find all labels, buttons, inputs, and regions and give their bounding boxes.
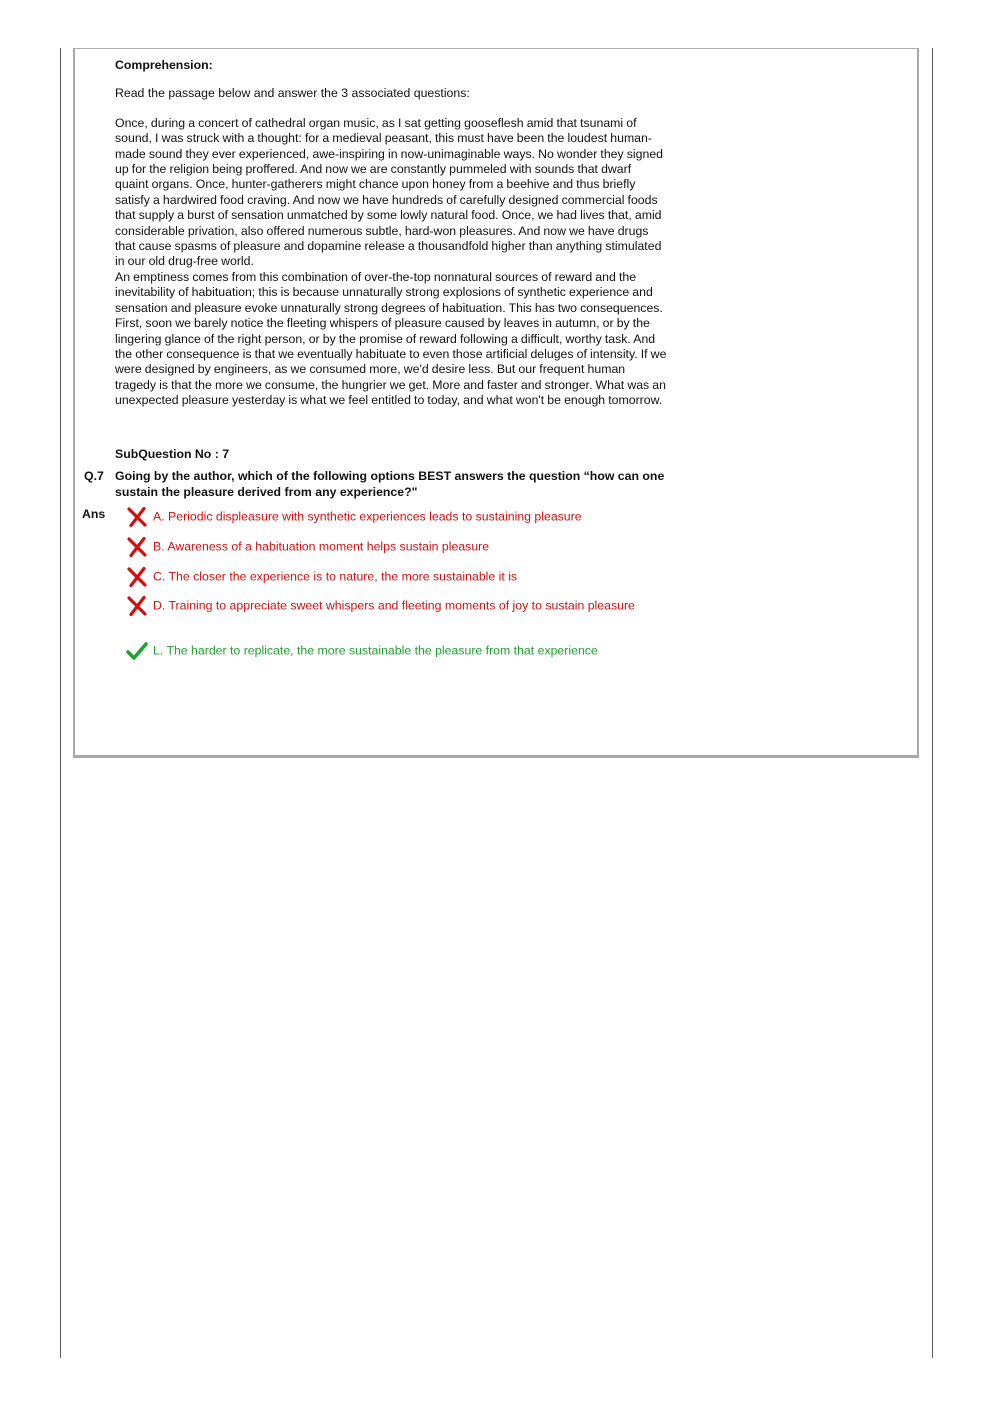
page-border-left <box>60 48 61 1358</box>
cross-icon <box>125 537 149 557</box>
passage-paragraph: Once, during a concert of cathedral organ music, as I sat getting gooseflesh amid that tsunami of sound, I was struck with a thought: for a medieval peasant, this must have been the loudest human-made sound they ever experienced, awe-inspiring in now-unimaginable ways. No wonder they signed up for the religion being proffered. And now we are constantly pummeled with sounds that dwarf quaint organs. Once, hunter-gatherers might chance upon honey from a beehive and thus briefly satisfy a hardwired food craving. And now we have hundreds of carefully designed commercial foods that supply a burst of sensation unmatched by some lowly natural food. Once, we had lives that, amid considerable privation, also offered numerous subtle, hard-won pleasures. And now we have drugs that cause spasms of pleasure and dopamine release a thousandfold higher than anything stimulated in our old drug-free world. <box>115 115 664 269</box>
option-label: L. The harder to replicate, the more sustainable the pleasure from that experience <box>153 643 598 658</box>
page-border-right <box>932 48 933 1358</box>
option-label: A. Periodic displeasure with synthetic experiences leads to sustaining pleasure <box>153 509 582 524</box>
option-l <box>115 641 675 661</box>
subquestion-label: SubQuestion No : 7 <box>115 447 230 461</box>
option-label: D. Training to appreciate sweet whispers and fleeting moments of joy to sustain pleasure <box>153 598 635 613</box>
comprehension-heading: Comprehension: <box>115 58 213 72</box>
comprehension-instruction: Read the passage below and answer the 3 associated questions: <box>115 86 470 101</box>
check-icon <box>125 641 149 661</box>
passage <box>115 116 667 409</box>
option-label: C. The closer the experience is to nature, the more sustainable it is <box>153 569 518 584</box>
passage-paragraph: An emptiness comes from this combination of over-the-top nonnatural sources of reward and the inevitability of habituation; this is because unnaturally strong explosions of synthetic experience and sensation and pleasure evoke unnaturally strong degrees of habituation. This has two consequences. First, soon we barely notice the fleeting whispers of pleasure caused by leaves in autumn, or by the lingering glance of the right person, or by the promise of reward following a difficult, worthy task. And the other consequence is that we eventually habituate to even those artificial deluges of intensity. If we were designed by engineers, as we consumed more, we'd desire less. But our frequent human tragedy is that the more we consume, the hungrier we get. More and faster and stronger. What was an unexpected pleasure yesterday is what we feel entitled to today, and what won't be enough tomorrow. <box>115 269 667 408</box>
option-c <box>115 567 675 587</box>
question-text: Going by the author, which of the following options BEST answers the question “how can one sustain the pleasure derived from any experience?" <box>115 469 665 499</box>
answer-label: Ans <box>82 507 106 521</box>
cross-icon <box>125 596 149 616</box>
option-b <box>115 537 675 557</box>
comprehension-section <box>115 58 667 409</box>
option-a <box>115 507 675 527</box>
option-label: B. Awareness of a habituation moment helps sustain pleasure <box>153 539 490 554</box>
cross-icon <box>125 507 149 527</box>
question-number: Q.7 <box>84 469 104 483</box>
option-d <box>115 596 645 616</box>
cross-icon <box>125 567 149 587</box>
